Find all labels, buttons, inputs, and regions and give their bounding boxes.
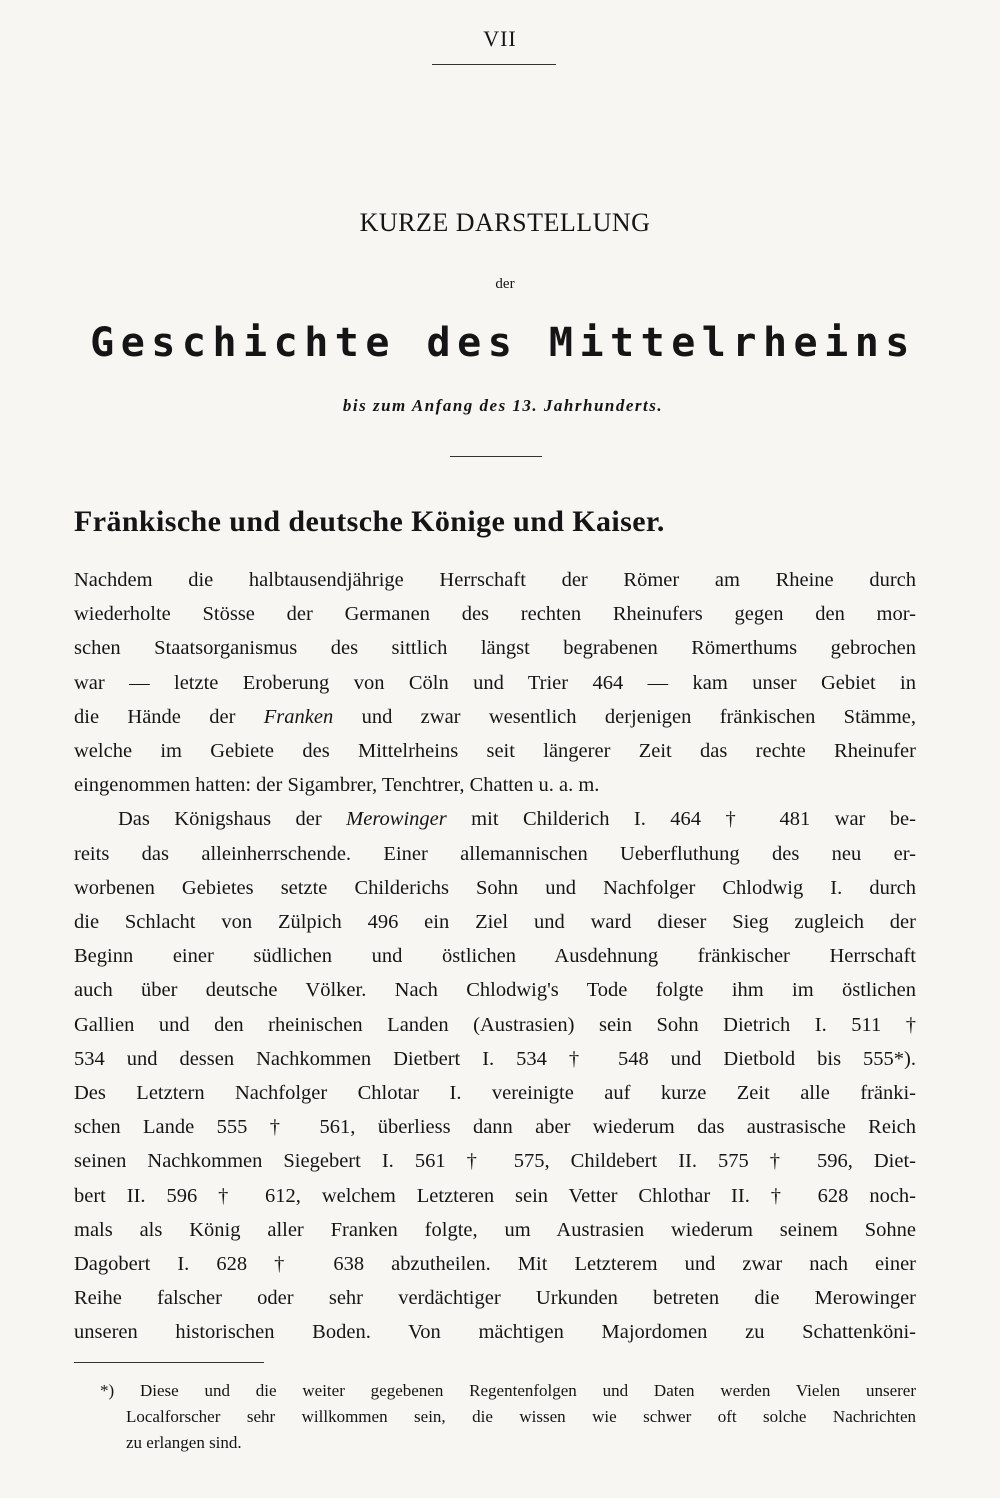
paragraph-2-line	[74, 802, 916, 836]
paragraph-2-line: Gallien und den rheinischen Landen (Austrasien) sein Sohn Dietrich I. 511 †	[74, 1013, 916, 1036]
paragraph-2-line: seinen Nachkommen Siegebert I. 561 † 575, Childebert II. 575 † 596, Diet-	[74, 1150, 916, 1173]
paragraph-2-line: reits das alleinherrschende. Einer allemannischen Ueberfluthung des neu er-	[74, 842, 916, 865]
paragraph-2-line: die Schlacht von Zülpich 496 ein Ziel und ward dieser Sieg zugleich der	[74, 911, 916, 934]
paragraph-1-line: wiederholte Stösse der Germanen des rechten Rheinufers gegen den mor-	[74, 603, 916, 626]
paragraph-2-line: Reihe falscher oder sehr verdächtiger Urkunden betreten die Merowinger	[74, 1287, 916, 1310]
section-heading: Fränkische und deutsche Könige und Kaiser.	[74, 505, 665, 538]
paragraph-2-line: bert II. 596 † 612, welchem Letzteren sein Vetter Chlothar II. † 628 noch-	[74, 1184, 916, 1207]
paragraph-2-line: unseren historischen Boden. Von mächtigen Majordomen zu Schattenköni-	[74, 1321, 916, 1344]
paragraph-1-line: schen Staatsorganismus des sittlich längst begrabenen Römerthums gebrochen	[74, 637, 916, 660]
section-divider	[450, 456, 542, 457]
paragraph-2-line: Beginn einer südlichen und östlichen Ausdehnung fränkischer Herrschaft	[74, 945, 916, 968]
paragraph-2-line: worbenen Gebietes setzte Childerichs Sohn und Nachfolger Chlodwig I. durch	[74, 876, 916, 899]
text-run: Das Königshaus der	[118, 808, 347, 831]
title-der: der	[495, 276, 515, 292]
footnote-line: *) Diese und die weiter gegebenen Regentenfolgen und Daten werden Vielen unserer	[100, 1381, 916, 1400]
paragraph-1-line: Nachdem die halbtausendjährige Herrschaft der Römer am Rheine durch	[74, 569, 916, 591]
subtitle: bis zum Anfang des 13. Jahrhunderts.	[342, 396, 664, 415]
text-run: mit Childerich I. 464 † 481 war be-	[446, 808, 916, 831]
footnote-rule	[74, 1362, 264, 1363]
paragraph-2-line: Dagobert I. 628 † 638 abzutheilen. Mit Letzterem und zwar nach einer	[74, 1253, 916, 1276]
paragraph-2-line: schen Lande 555 † 561, überliess dann aber wiederum das austrasische Reich	[74, 1116, 916, 1139]
paragraph-1-line	[74, 700, 916, 734]
footnote	[74, 1378, 916, 1456]
emphasis-franken: Franken	[263, 705, 334, 728]
main-title: Geschichte des Mittelrheins	[90, 320, 916, 366]
page-number-rule	[432, 64, 556, 65]
paragraph-2-line: Des Letztern Nachfolger Chlotar I. vereinigte auf kurze Zeit alle fränki-	[74, 1082, 916, 1105]
body-text	[74, 563, 916, 1350]
paragraph-2-line: 534 und dessen Nachkommen Dietbert I. 534 † 548 und Dietbold bis 555*).	[74, 1047, 916, 1070]
paragraph-1-line: welche im Gebiete des Mittelrheins seit längerer Zeit das rechte Rheinufer	[74, 740, 916, 763]
text-run: die Hände der	[74, 705, 264, 728]
text-run: und zwar wesentlich derjenigen fränkischen Stämme,	[333, 705, 916, 728]
paragraph-2-line: auch über deutsche Völker. Nach Chlodwig's Tode folgte ihm im östlichen	[74, 979, 916, 1002]
emphasis-merowinger: Merowinger	[346, 808, 447, 831]
paragraph-2-line: mals als König aller Franken folgte, um Austrasien wiederum seinem Sohne	[74, 1218, 916, 1241]
paragraph-1-line: war — letzte Eroberung von Cöln und Trier 464 — kam unser Gebiet in	[74, 671, 916, 694]
paragraph-1-line: eingenommen hatten: der Sigambrer, Tenchtrer, Chatten u. a. m.	[74, 774, 600, 797]
footnote-line: zu erlangen sind.	[126, 1433, 242, 1452]
title-kurze-darstellung: KURZE DARSTELLUNG	[359, 208, 651, 237]
footnote-line: Localforscher sehr willkommen sein, die wissen wie schwer oft solche Nachrichten	[126, 1407, 916, 1426]
page-number: VII	[483, 26, 517, 51]
